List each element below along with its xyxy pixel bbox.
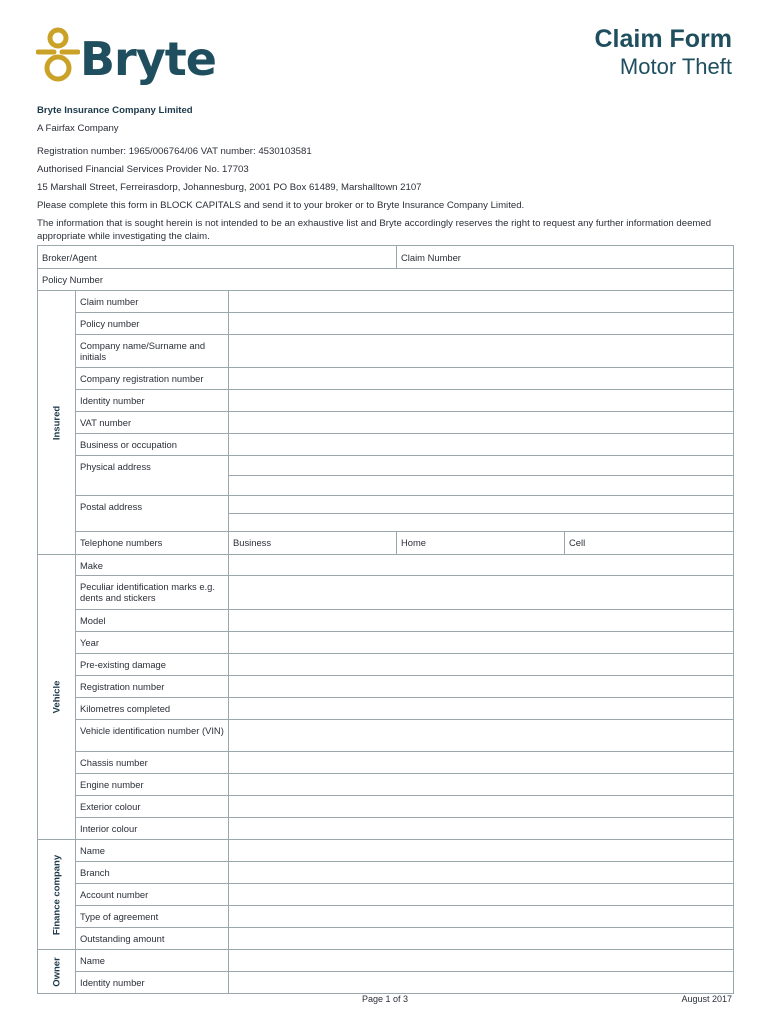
chassis-number-input[interactable] (229, 752, 734, 774)
owner-identity-input[interactable] (229, 972, 734, 994)
vat-number-input[interactable] (229, 412, 734, 434)
physical-address-input-2[interactable] (229, 476, 734, 496)
field-label: Peculiar identification marks e.g. dents and stickers (76, 576, 229, 610)
field-label: Identity number (76, 390, 229, 412)
policy-number-label: Policy Number (42, 274, 103, 285)
identification-marks-input[interactable] (229, 576, 734, 610)
claim-number-label: Claim Number (401, 251, 461, 263)
make-input[interactable] (229, 555, 734, 576)
field-label: Registration number (76, 676, 229, 698)
physical-address-input-1[interactable] (229, 456, 734, 476)
field-label: Account number (76, 884, 229, 906)
form-title: Claim Form (594, 25, 732, 53)
field-label: Branch (76, 862, 229, 884)
phone-business-input[interactable] (229, 532, 397, 555)
finance-section-label: Finance company (38, 840, 76, 950)
insured-policy-number-input[interactable] (229, 313, 734, 335)
postal-address-input-2[interactable] (229, 514, 734, 532)
field-label: Model (76, 610, 229, 632)
pre-existing-damage-input[interactable] (229, 654, 734, 676)
company-parent: A Fairfax Company (37, 123, 119, 134)
insured-claim-number-input[interactable] (229, 291, 734, 313)
field-label: Pre-existing damage (76, 654, 229, 676)
field-label: Telephone numbers (76, 532, 229, 555)
field-label: Type of agreement (76, 906, 229, 928)
finance-name-input[interactable] (229, 840, 734, 862)
insured-name-input[interactable] (229, 335, 734, 368)
field-label: Company name/Surname and initials (76, 335, 229, 368)
registration-number-input[interactable] (229, 676, 734, 698)
account-number-input[interactable] (229, 884, 734, 906)
bryte-knot-icon (36, 26, 80, 84)
field-label: Name (76, 950, 229, 972)
broker-agent-label: Broker/Agent (42, 251, 97, 263)
model-input[interactable] (229, 610, 734, 632)
year-input[interactable] (229, 632, 734, 654)
bryte-logo (36, 26, 216, 96)
claim-number-field[interactable] (397, 246, 734, 269)
company-registration-input[interactable] (229, 368, 734, 390)
owner-section-label: Owner (38, 950, 76, 994)
claim-form-table (37, 245, 734, 994)
form-disclaimer: The information that is sought herein is not intended to be an exhaustive list and Bryte accordingly reserves the right to request any further information deemed appropriate while investigating the claim. (37, 218, 712, 242)
company-registration: Registration number: 1965/006764/06 VAT number: 4530103581 (37, 146, 312, 157)
field-label: Identity number (76, 972, 229, 994)
field-label: Claim number (76, 291, 229, 313)
exterior-colour-input[interactable] (229, 796, 734, 818)
policy-number-field[interactable] (38, 269, 734, 291)
field-label: Policy number (76, 313, 229, 335)
kilometres-input[interactable] (229, 698, 734, 720)
field-label: VAT number (76, 412, 229, 434)
branch-input[interactable] (229, 862, 734, 884)
field-label: Business or occupation (76, 434, 229, 456)
company-info (37, 104, 737, 243)
field-label: Vehicle identification number (VIN) (76, 720, 229, 752)
form-subtitle: Motor Theft (619, 54, 732, 79)
company-name: Bryte Insurance Company Limited (37, 105, 193, 116)
revision-date: August 2017 (681, 994, 732, 1004)
broker-agent-field[interactable] (38, 246, 397, 269)
field-label: Postal address (76, 496, 229, 532)
vin-input[interactable] (229, 720, 734, 752)
postal-address-input-1[interactable] (229, 496, 734, 514)
field-label: Year (76, 632, 229, 654)
field-label: Interior colour (76, 818, 229, 840)
field-label: Engine number (76, 774, 229, 796)
field-label: Chassis number (76, 752, 229, 774)
phone-business-label: Business (233, 537, 272, 548)
form-title-block (594, 24, 732, 80)
phone-home-label: Home (401, 537, 427, 548)
field-label: Name (76, 840, 229, 862)
insured-identity-input[interactable] (229, 390, 734, 412)
company-address: 15 Marshall Street, Ferreirasdorp, Johannesburg, 2001 PO Box 61489, Marshalltown 2107 (37, 182, 422, 193)
owner-name-input[interactable] (229, 950, 734, 972)
field-label: Kilometres completed (76, 698, 229, 720)
vehicle-section-label: Vehicle (38, 555, 76, 840)
field-label: Physical address (76, 456, 229, 496)
company-fsp: Authorised Financial Services Provider No. 17703 (37, 164, 249, 175)
interior-colour-input[interactable] (229, 818, 734, 840)
outstanding-amount-input[interactable] (229, 928, 734, 950)
phone-cell-label: Cell (569, 537, 586, 548)
agreement-type-input[interactable] (229, 906, 734, 928)
insured-section-label: Insured (38, 291, 76, 555)
page-number: Page 1 of 3 (362, 994, 409, 1004)
field-label: Company registration number (76, 368, 229, 390)
field-label: Exterior colour (76, 796, 229, 818)
phone-cell-input[interactable] (565, 532, 734, 555)
field-label: Make (76, 555, 229, 576)
engine-number-input[interactable] (229, 774, 734, 796)
field-label: Outstanding amount (76, 928, 229, 950)
occupation-input[interactable] (229, 434, 734, 456)
brand-name: Bryte (80, 32, 216, 86)
form-instruction: Please complete this form in BLOCK CAPITALS and send it to your broker or to Bryte Insurance Company Limited. (37, 200, 525, 211)
phone-home-input[interactable] (397, 532, 565, 555)
